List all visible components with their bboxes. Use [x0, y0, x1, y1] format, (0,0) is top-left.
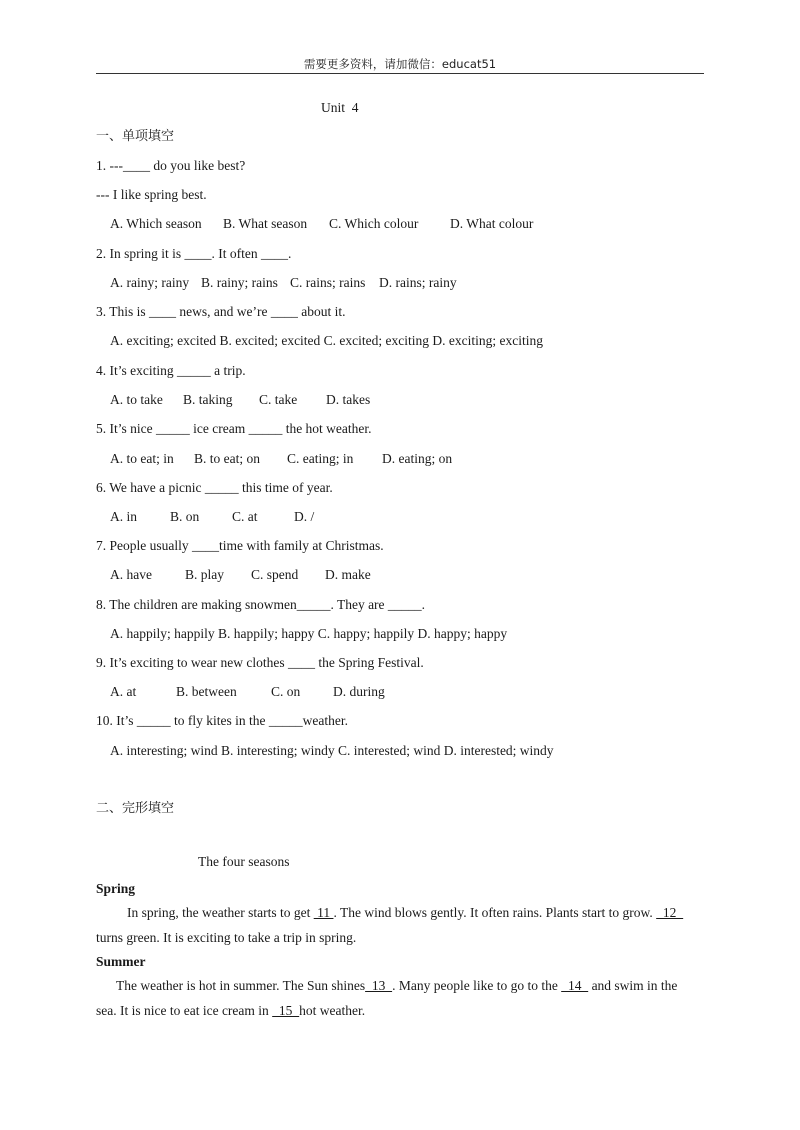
q5-option-d: D. eating; on — [382, 451, 453, 466]
blank-11: 11 — [313, 905, 334, 920]
blank-15: 15 — [272, 1003, 300, 1018]
q7-option-a: A. have — [110, 567, 152, 582]
page-header: 需要更多资料，请加微信：educat51 — [303, 57, 497, 71]
q6-option-a: A. in — [110, 509, 137, 524]
blank-13: 13 — [365, 978, 393, 993]
q3-options: A. exciting; excited B. excited; excited C. excited; exciting D. exciting; exciting — [110, 333, 543, 348]
question-1-answer: --- I like spring best. — [96, 187, 207, 202]
spring-line-1: In spring, the weather starts to get 11 . The wind blows gently. It often rains. Plants start to grow. 12 — [127, 905, 684, 920]
spring-line-2: turns green. It is exciting to take a trip in spring. — [96, 930, 357, 945]
blank-12: 12 — [656, 905, 684, 920]
q2-option-c: C. rains; rains — [290, 275, 366, 290]
q2-option-a: A. rainy; rainy — [110, 275, 190, 290]
q1-option-d: D. What colour — [450, 216, 534, 231]
q1-option-a: A. Which season — [110, 216, 202, 231]
q9-option-d: D. during — [333, 684, 385, 699]
question-2: 2. In spring it is ____. It often ____. — [96, 246, 292, 261]
q5-option-c: C. eating; in — [287, 451, 354, 466]
q7-option-b: B. play — [185, 567, 224, 582]
q4-option-c: C. take — [259, 392, 298, 407]
passage-title: The four seasons — [198, 854, 290, 869]
question-1: 1. ---____ do you like best? — [96, 158, 246, 173]
question-4: 4. It’s exciting _____ a trip. — [96, 363, 246, 378]
q10-options: A. interesting; wind B. interesting; windy C. interested; wind D. interested; windy — [110, 743, 554, 758]
q1-option-c: C. Which colour — [329, 216, 419, 231]
q6-option-d: D. / — [294, 509, 315, 524]
q2-option-b: B. rainy; rains — [201, 275, 278, 290]
unit-title: Unit 4 — [321, 100, 359, 115]
question-3: 3. This is ____ news, and we’re ____ about it. — [96, 304, 346, 319]
q4-option-a: A. to take — [110, 392, 163, 407]
q5-option-a: A. to eat; in — [110, 451, 174, 466]
q9-option-b: B. between — [176, 684, 237, 699]
summer-line-1: The weather is hot in summer. The Sun shines 13 . Many people like to go to the 14 and swim in the — [116, 978, 678, 993]
q4-option-b: B. taking — [183, 392, 233, 407]
summer-heading: Summer — [96, 954, 146, 969]
q7-option-c: C. spend — [251, 567, 299, 582]
question-5: 5. It’s nice _____ ice cream _____ the hot weather. — [96, 421, 372, 436]
section1-heading: 一、单项填空 — [96, 129, 175, 144]
q7-option-d: D. make — [325, 567, 371, 582]
blank-14: 14 — [561, 978, 589, 993]
question-10: 10. It’s _____ to fly kites in the _____weather. — [96, 713, 348, 728]
q5-option-b: B. to eat; on — [194, 451, 260, 466]
q6-option-c: C. at — [232, 509, 258, 524]
q1-option-b: B. What season — [223, 216, 308, 231]
summer-line-2: sea. It is nice to eat ice cream in 15 hot weather. — [96, 1003, 366, 1018]
question-7: 7. People usually ____time with family at Christmas. — [96, 538, 384, 553]
header-rule — [96, 73, 704, 74]
q8-options: A. happily; happily B. happily; happy C. happy; happily D. happy; happy — [110, 626, 508, 641]
q9-option-c: C. on — [271, 684, 301, 699]
q2-option-d: D. rains; rainy — [379, 275, 457, 290]
q6-option-b: B. on — [170, 509, 200, 524]
section2-heading: 二、完形填空 — [96, 801, 175, 816]
q4-option-d: D. takes — [326, 392, 371, 407]
question-8: 8. The children are making snowmen_____. They are _____. — [96, 597, 426, 612]
q9-option-a: A. at — [110, 684, 137, 699]
spring-heading: Spring — [96, 881, 136, 896]
question-9: 9. It’s exciting to wear new clothes ____ the Spring Festival. — [96, 655, 424, 670]
question-6: 6. We have a picnic _____ this time of year. — [96, 480, 333, 495]
